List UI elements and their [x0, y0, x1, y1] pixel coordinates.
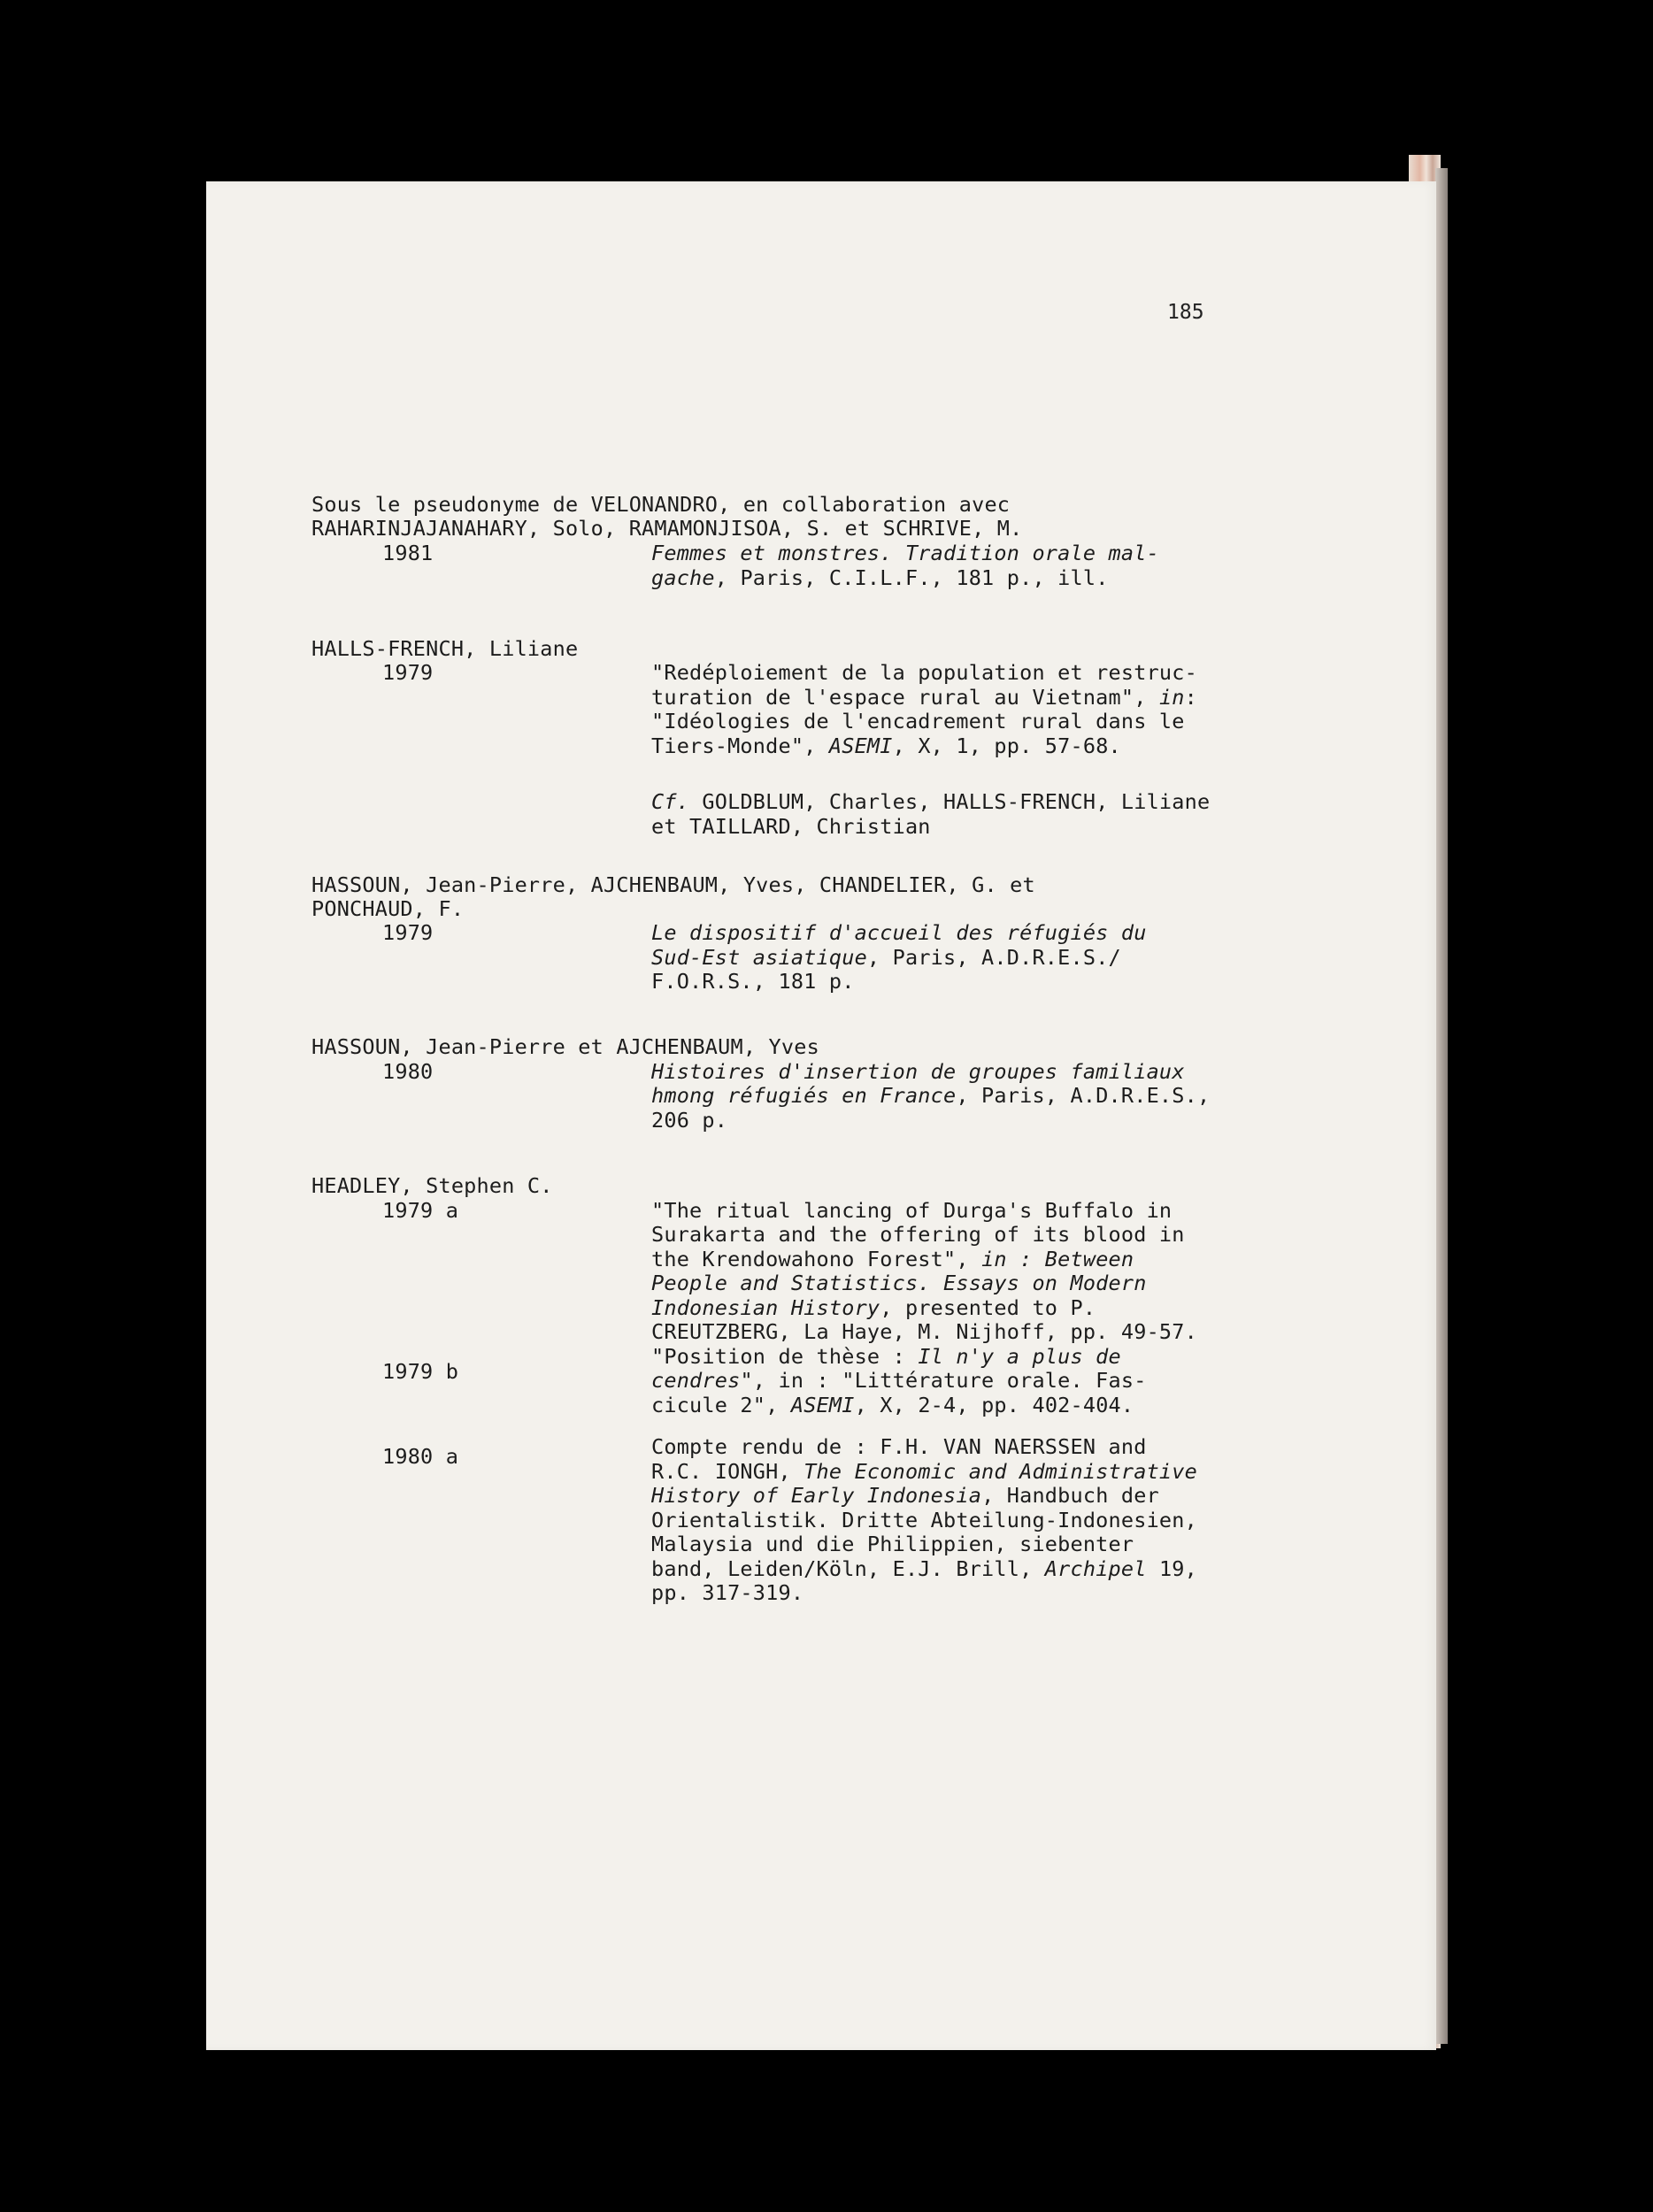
entry-citation-line: pp. 317-319.: [651, 1580, 804, 1605]
entry-year: 1979 a: [382, 1198, 459, 1223]
entry-citation-line: CREUTZBERG, La Haye, M. Nijhoff, pp. 49-57.: [651, 1319, 1197, 1344]
entry-citation-line: cendres", in : "Littérature orale. Fas-: [651, 1368, 1147, 1393]
entry-heading-line: Sous le pseudonyme de VELONANDRO, en collaboration avec: [311, 492, 1011, 517]
page-number: 185: [1167, 301, 1204, 324]
entry-citation-line: cicule 2", ASEMI, X, 2-4, pp. 402-404.: [651, 1393, 1134, 1417]
entry-citation-line: Tiers-Monde", ASEMI, X, 1, pp. 57-68.: [651, 733, 1121, 758]
entry-citation-line: Le dispositif d'accueil des réfugiés du: [651, 920, 1147, 945]
entry-citation-line: F.O.R.S., 181 p.: [651, 969, 855, 994]
entry-heading-line: HEADLEY, Stephen C.: [311, 1173, 553, 1198]
entry-citation-line: History of Early Indonesia, Handbuch der: [651, 1483, 1159, 1508]
entry-citation-line: Histoires d'insertion de groupes familiaux: [651, 1059, 1185, 1084]
entry-heading-line: RAHARINJAJANAHARY, Solo, RAMAMONJISOA, S. et SCHRIVE, M.: [311, 516, 1023, 541]
entry-citation-line: "Position de thèse : Il n'y a plus de: [651, 1344, 1121, 1369]
entry-citation-line: turation de l'espace rural au Vietnam", in:: [651, 685, 1197, 710]
entry-citation-line: Femmes et monstres. Tradition orale mal-: [651, 541, 1159, 565]
entry-heading-line: HASSOUN, Jean-Pierre et AJCHENBAUM, Yves: [311, 1034, 819, 1059]
entry-citation-line: "Idéologies de l'encadrement rural dans le: [651, 709, 1185, 733]
entry-citation-line: Orientalistik. Dritte Abteilung-Indonesien,: [651, 1508, 1197, 1532]
entry-year: 1979 b: [382, 1359, 459, 1384]
entry-citation-line: "The ritual lancing of Durga's Buffalo in: [651, 1198, 1172, 1223]
entry-citation-line: Cf. GOLDBLUM, Charles, HALLS-FRENCH, Liliane: [651, 789, 1211, 814]
entry-year: 1980 a: [382, 1444, 459, 1469]
entry-citation-line: Sud-Est asiatique, Paris, A.D.R.E.S./: [651, 945, 1121, 970]
entry-citation-line: hmong réfugiés en France, Paris, A.D.R.E.S.,: [651, 1083, 1211, 1108]
entry-citation-line: band, Leiden/Köln, E.J. Brill, Archipel 19,: [651, 1556, 1197, 1581]
entry-citation-line: Indonesian History, presented to P.: [651, 1295, 1096, 1320]
entry-citation-line: People and Statistics. Essays on Modern: [651, 1271, 1147, 1295]
entry-citation-line: "Redéploiement de la population et restruc-: [651, 660, 1197, 685]
entry-citation-line: et TAILLARD, Christian: [651, 814, 931, 839]
entry-citation-line: Surakarta and the offering of its blood in: [651, 1222, 1185, 1247]
entry-citation-line: Malaysia und die Philippien, siebenter: [651, 1532, 1134, 1556]
entry-year: 1981: [382, 541, 434, 565]
entry-year: 1979: [382, 660, 434, 685]
entry-heading-line: HALLS-FRENCH, Liliane: [311, 636, 579, 661]
entry-citation-line: the Krendowahono Forest", in : Between: [651, 1247, 1134, 1271]
entry-heading-line: PONCHAUD, F.: [311, 896, 465, 921]
entry-citation-line: R.C. IONGH, The Economic and Administrative: [651, 1459, 1197, 1484]
entry-heading-line: HASSOUN, Jean-Pierre, AJCHENBAUM, Yves, CHANDELIER, G. et: [311, 872, 1035, 897]
entry-citation-line: 206 p.: [651, 1108, 728, 1133]
entry-citation-line: Compte rendu de : F.H. VAN NAERSSEN and: [651, 1434, 1147, 1459]
book-page: [206, 181, 1436, 2050]
page-edge-shadow: [1435, 168, 1448, 2044]
entry-year: 1980: [382, 1059, 434, 1084]
entry-citation-line: gache, Paris, C.I.L.F., 181 p., ill.: [651, 565, 1109, 590]
entry-year: 1979: [382, 920, 434, 945]
